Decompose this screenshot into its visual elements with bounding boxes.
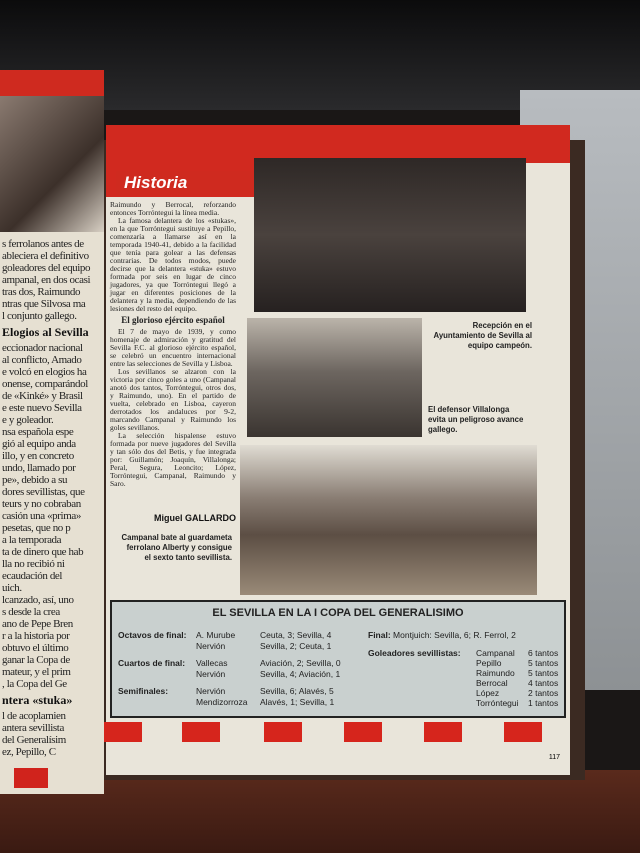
scorer-name: Torróntegui [476,698,519,708]
article-subheading: El glorioso ejército español [121,315,225,325]
photo-reception [254,158,526,312]
left-page-text-line: al conflicto, Amado [2,354,82,366]
left-page-text-line: r a la historia por [2,630,70,642]
left-page-text-line: gió al equipo anda [2,438,76,450]
match-venue: A. Murube [196,630,236,640]
left-page-text-line: pe», debido a su [2,474,68,486]
decorative-red-square [504,722,542,742]
left-page-text-line: pesetas, que no p [2,522,71,534]
left-page-text-line: ntras que Silvosa ma [2,298,86,310]
left-page-text-line: l de acoplamien [2,710,66,722]
decorative-red-square [182,722,220,742]
left-page-text-line: , la Copa del Ge [2,678,67,690]
left-page-photo [0,96,104,232]
left-page-text-line: de «Kinké» y Brasil [2,390,83,402]
left-page-text-line: tras dos, Raimundo [2,286,81,298]
caption-goal: Campanal bate al guardameta ferrolano Alberty y consigue el sexto tanto sevillista. [121,533,232,562]
scorer-goals: 5 tantos [528,658,559,668]
results-box [110,600,566,718]
decorative-red-square [344,722,382,742]
match-result: Ceuta, 3; Sevilla, 4 [260,630,332,640]
left-page-text-line: casión una «prima» [2,510,81,522]
left-page-text-line: antera sevillista [2,722,64,734]
match-venue: Nervión [196,686,226,696]
left-page-text-line: nsa española espe [2,426,74,438]
left-page-text-line: obtuvo el último [2,642,69,654]
left-page-text-line: s desde la crea [2,606,60,618]
left-page-text-line: eccionador nacional [2,342,83,354]
left-page-text-line: a la temporada [2,534,62,546]
caption-reception: Recepción en el Ayuntamiento de Sevilla al equipo campeón. [433,321,532,350]
left-page-text-line: goleadores del equipo [2,262,91,274]
decorative-red-square [264,722,302,742]
left-page-text-line: ecaudación del [2,570,63,582]
left-page-text-line: ableciera el definitivo [2,250,89,262]
left-page-text-line: ez, Pepillo, C [2,746,56,758]
author-signature: Miguel GALLARDO [154,513,236,523]
scorer-goals: 2 tantos [528,688,559,698]
match-venue: Mendizorroza [196,697,248,707]
left-page-text-line: undo, llamado por [2,462,76,474]
left-page-text-line: l conjunto gallego. [2,310,77,322]
left-page-text-line: ano de Pepe Bren [2,618,73,630]
paragraph: La selección hispalense estuvo formada por nueve jugadores del Sevilla y tan sólo dos del Betis, y fue integrada por: Guillamón; Joaquín, Villalonga; Peral, Segura, Leoncito; López, Torróntegui, Campanal, Raimundo y Saro. [110,431,236,488]
decorative-red-square [104,722,142,742]
final-result: Montjuich: Sevilla, 6; R. Ferrol, 2 [393,630,516,640]
match-result: Sevilla, 6; Alavés, 5 [260,686,334,696]
results-title: EL SEVILLA EN LA I COPA DEL GENERALISIMO [212,607,464,619]
photo-defender [247,318,422,437]
left-page-text-line: ta de dinero que hab [2,546,84,558]
left-page-text-line: dores sevillistas, que [2,486,85,498]
paragraph: Raimundo y Berrocal, reforzando entonces Torróntegui la línea media. [110,200,236,217]
round-label: Octavos de final: [118,630,187,640]
match-venue: Nervión [196,669,226,679]
left-page-text-line: uich. [2,582,22,594]
match-venue: Vallecas [196,658,228,668]
left-page-text-line: del Generalísim [2,734,66,746]
left-page-text-line: teurs y no cobraban [2,498,81,510]
match-result: Aviación, 2; Sevilla, 0 [260,658,341,668]
match-result: Alavés, 1; Sevilla, 1 [260,697,335,707]
left-heading-1: Elogios al Sevilla [2,325,89,339]
section-title: Historia [116,171,256,195]
match-result: Sevilla, 4; Aviación, 1 [260,669,341,679]
left-page-text-line: illo, y en concreto [2,450,74,462]
scorer-goals: 1 tantos [528,698,559,708]
paragraph: El 7 de mayo de 1939, y como homenaje de admiración y gratitud del Sevilla F.C. al glorioso ejército español, se celebró un encuentro internacional entre las selecciones de Sevilla y Lisboa. [110,327,236,368]
left-page-text-line: ganar la Copa de [2,654,70,666]
round-label: Semifinales: [118,686,169,696]
left-page-text-line: ampanal, en dos ocasi [2,274,91,286]
photo-goal [240,445,537,595]
left-page-text-line: lcanzado, así, uno [2,594,74,606]
scorer-goals: 5 tantos [528,668,559,678]
article-column [110,201,236,488]
paragraph: Los sevillanos se alzaron con la victoria por cinco goles a uno (Campanal anotó dos tantos, Torróntegui, otros dos, y Raimundo, uno). En el partido de vuelta, celebrado en Lisboa, cayeron derrotados los andaluces por 9-2, marcando Campanal y Raimundo los goles sevillanos. [110,367,236,432]
scorer-goals: 4 tantos [528,678,559,688]
final-label: Final: [368,630,391,640]
scorer-name: Campanal [476,648,515,658]
scorers-label: Goleadores sevillistas: [368,648,461,658]
left-page-text-line: e volcó en elogios ha [2,366,87,378]
left-page-text-line: onense, comparándol [2,378,88,390]
left-page-text-line: s ferrolanos antes de [2,238,84,250]
left-page-text-line: mateur, y el prim [2,666,71,678]
left-page-text-line: e y goleador. [2,414,54,426]
page-number: 117 [548,754,560,761]
match-venue: Nervión [196,641,226,651]
left-page-text-line: e este nuevo Sevilla [2,402,82,414]
scorer-name: Raimundo [476,668,515,678]
match-result: Sevilla, 2; Ceuta, 1 [260,641,332,651]
scorer-name: López [476,688,500,698]
decorative-red-square [424,722,462,742]
scorer-name: Berrocal [476,678,508,688]
right-page [106,125,570,775]
round-label: Cuartos de final: [118,658,186,668]
scorer-goals: 6 tantos [528,648,559,658]
left-page-text-line: lla no recibió ni [2,558,65,570]
decorative-red-square [14,768,48,788]
caption-defender: El defensor Villalonga evita un peligroso avance gallego. [428,405,524,434]
left-page [0,70,104,794]
scorer-name: Pepillo [476,658,502,668]
paragraph: La famosa delantera de los «stukas», en la que Torróntegui sustituye a Pepillo, comenzaría a llamarse así en la temporada 1940-41, debido a la facilidad que tenía para golear a las defensas contrarias. De todos modos, puede decirse que la delantera «stuka» estuvo formada por seis en lugar de cinco jugadores, ya que Torróntegui llegó a jugar en diferentes posiciones de la delantera y la media, dependiendo de las lesiones del resto del equipo. [110,216,236,313]
left-heading-2: ntera «stuka» [2,693,73,707]
